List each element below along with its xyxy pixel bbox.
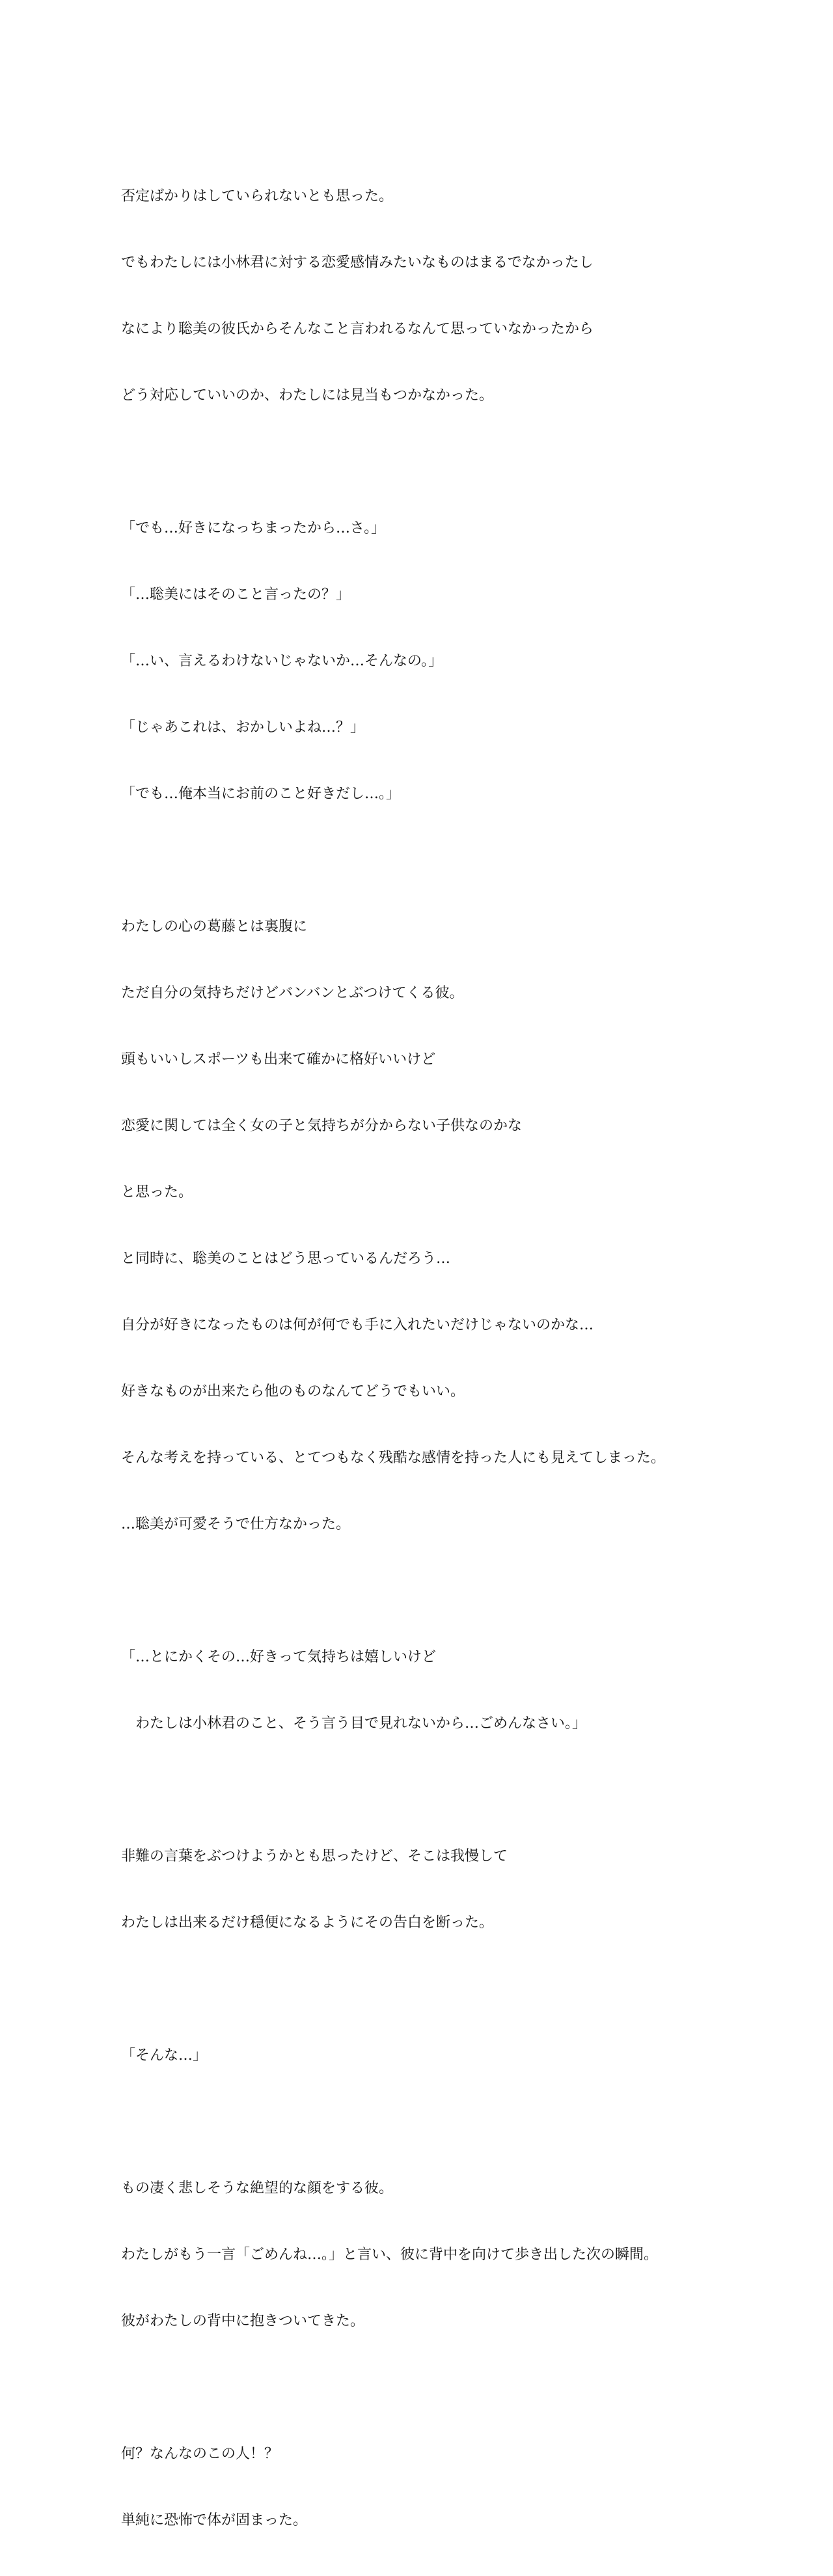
text-line: 彼がわたしの背中に抱きついてきた。 <box>121 2313 365 2329</box>
blank-line <box>121 850 798 872</box>
blank-line <box>121 451 798 473</box>
blank-line <box>121 1779 798 1801</box>
dialogue-line: 「…い、言えるわけないじゃないか…そんなの。」 <box>121 653 443 669</box>
text-line: もの凄く悲しそうな絶望的な顔をする彼。 <box>121 2180 394 2196</box>
blank-line <box>121 2377 798 2399</box>
dialogue-line: 「じゃあこれは、おかしいよね…？」 <box>121 719 365 736</box>
text-line: 否定ばかりはしていられないとも思った。 <box>121 188 394 204</box>
text-line: 恋愛に関しては全く女の子と気持ちが分からない子供なのかな <box>121 1118 523 1134</box>
text-line: どう対応していいのか、わたしには見当もつかなかった。 <box>121 387 494 404</box>
body-text <box>121 141 798 2576</box>
dialogue-line: 「でも…好きになっちまったから…さ。」 <box>121 520 386 536</box>
text-line: でもわたしには小林君に対する恋愛感情みたいなものはまるでなかったし <box>121 255 594 271</box>
text-line: 好きなものが出来たら他のものなんてどうでもいい。 <box>121 1383 465 1400</box>
text-line: と同時に、聡美のことはどう思っているんだろう… <box>121 1251 451 1267</box>
blank-line <box>121 1580 798 1602</box>
dialogue-line: 「そんな…」 <box>121 2047 208 2064</box>
dialogue-line: わたしは小林君のこと、そう言う目で見れないから…ごめんなさい。」 <box>121 1715 587 1732</box>
text-line: わたしがもう一言「ごめんね…。」と言い、彼に背中を向けて歩き出した次の瞬間。 <box>121 2247 659 2263</box>
dialogue-line: 「…とにかくその…好きって気持ちは嬉しいけど <box>121 1649 437 1665</box>
text-line: 単純に恐怖で体が固まった。 <box>121 2512 308 2528</box>
text-line: わたしは出来るだけ穏便になるようにその告白を断った。 <box>121 1915 494 1931</box>
text-line: …聡美が可愛そうで仕方なかった。 <box>121 1516 351 1532</box>
text-line: 非難の言葉をぶつけようかとも思ったけど、そこは我慢して <box>121 1848 508 1864</box>
text-line: なにより聡美の彼氏からそんなこと言われるなんて思っていなかったから <box>121 321 594 337</box>
text-line: そんな考えを持っている、とてつもなく残酷な感情を持った人にも見えてしまった。 <box>121 1450 666 1466</box>
text-line: と思った。 <box>121 1184 193 1200</box>
text-line: ただ自分の気持ちだけどバンバンとぶつけてくる彼。 <box>121 985 464 1001</box>
text-line: 何？なんなのこの人！？ <box>121 2446 279 2462</box>
dialogue-line: 「でも…俺本当にお前のこと好きだし…。」 <box>121 786 401 802</box>
blank-line <box>121 2111 798 2133</box>
text-line: わたしの心の葛藤とは裏腹に <box>121 919 308 935</box>
dialogue-line: 「…聡美にはそのこと言ったの？」 <box>121 587 351 603</box>
text-line: 頭もいいしスポーツも出来て確かに格好いいけど <box>121 1051 436 1068</box>
blank-line <box>121 1978 798 2001</box>
text-line: 自分が好きになったものは何が何でも手に入れたいだけじゃないのかな… <box>121 1317 594 1333</box>
